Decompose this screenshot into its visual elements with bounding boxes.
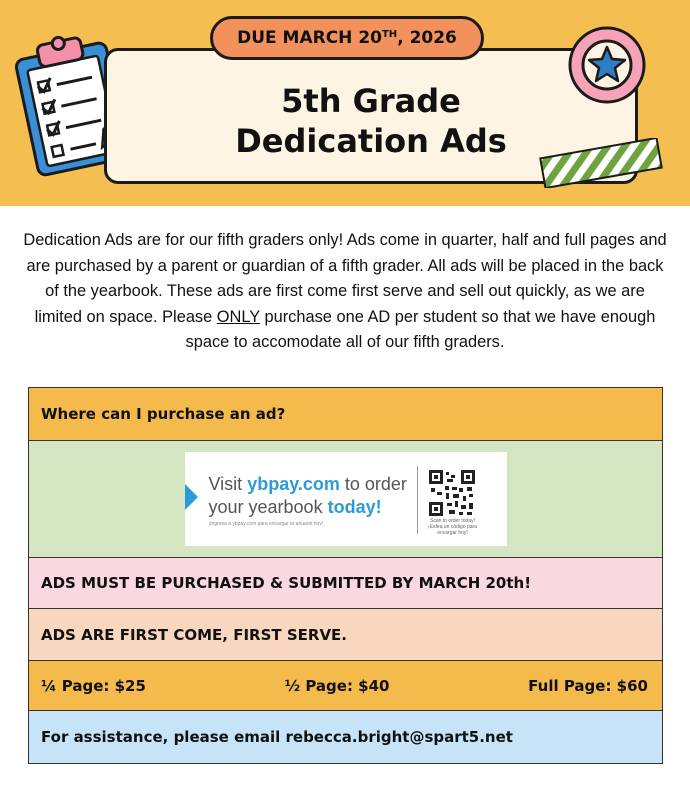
divider xyxy=(417,466,418,534)
price-half-page: ½ Page: $40 xyxy=(284,676,390,695)
arrow-icon xyxy=(185,484,198,510)
header-banner xyxy=(0,0,690,206)
table-row xyxy=(29,441,662,558)
where-purchase-label: Where can I purchase an ad? xyxy=(41,405,286,423)
star-badge-icon xyxy=(566,24,648,106)
page-title: 5th Grade Dedication Ads xyxy=(235,82,507,160)
only-emphasis: ONLY xyxy=(216,307,260,326)
table-row xyxy=(29,711,662,763)
qr-caption: Scan to order today! ¡Esfea un código para encargar hoy! xyxy=(428,518,477,536)
spanish-subtext: ¡Ingresa a ybpay.com para encargar tu anuario hoy! xyxy=(208,521,324,527)
first-come-notice: ADS ARE FIRST COME, FIRST SERVE. xyxy=(41,625,347,644)
washi-tape-icon xyxy=(536,138,666,188)
due-date-badge: DUE MARCH 20TH, 2026 xyxy=(210,16,484,60)
ybpay-promo-banner[interactable]: Visit ybpay.com to order your yearbook today! ¡Ingresa a ybpay.com para encargar tu anuario hoy! Scan to order today! ¡Esfea un código para encargar hoy! xyxy=(185,452,507,546)
ybpay-link: ybpay.com xyxy=(247,474,340,494)
assistance-contact[interactable]: For assistance, please email rebecca.bright@spart5.net xyxy=(41,728,513,746)
table-row xyxy=(29,661,662,711)
price-full-page: Full Page: $60 xyxy=(528,676,648,695)
table-row xyxy=(29,388,662,441)
intro-paragraph: Dedication Ads are for our fifth graders only! Ads come in quarter, half and full pages and are purchased by a parent or guardian of a fifth grader. All ads will be placed in the back of the yearbook. These ads are first come first serve and sell out quickly, as we are limited on space. Please ONLY purchase one AD per student so that we have enough space to accomodate all of our fifth graders. xyxy=(23,231,667,352)
deadline-notice: ADS MUST BE PURCHASED & SUBMITTED BY MARCH 20th! xyxy=(41,574,532,592)
table-row xyxy=(29,609,662,661)
price-quarter-page: ¼ Page: $25 xyxy=(41,676,146,695)
info-table xyxy=(28,387,663,764)
qr-code-icon[interactable] xyxy=(429,470,475,516)
table-row xyxy=(29,558,662,609)
